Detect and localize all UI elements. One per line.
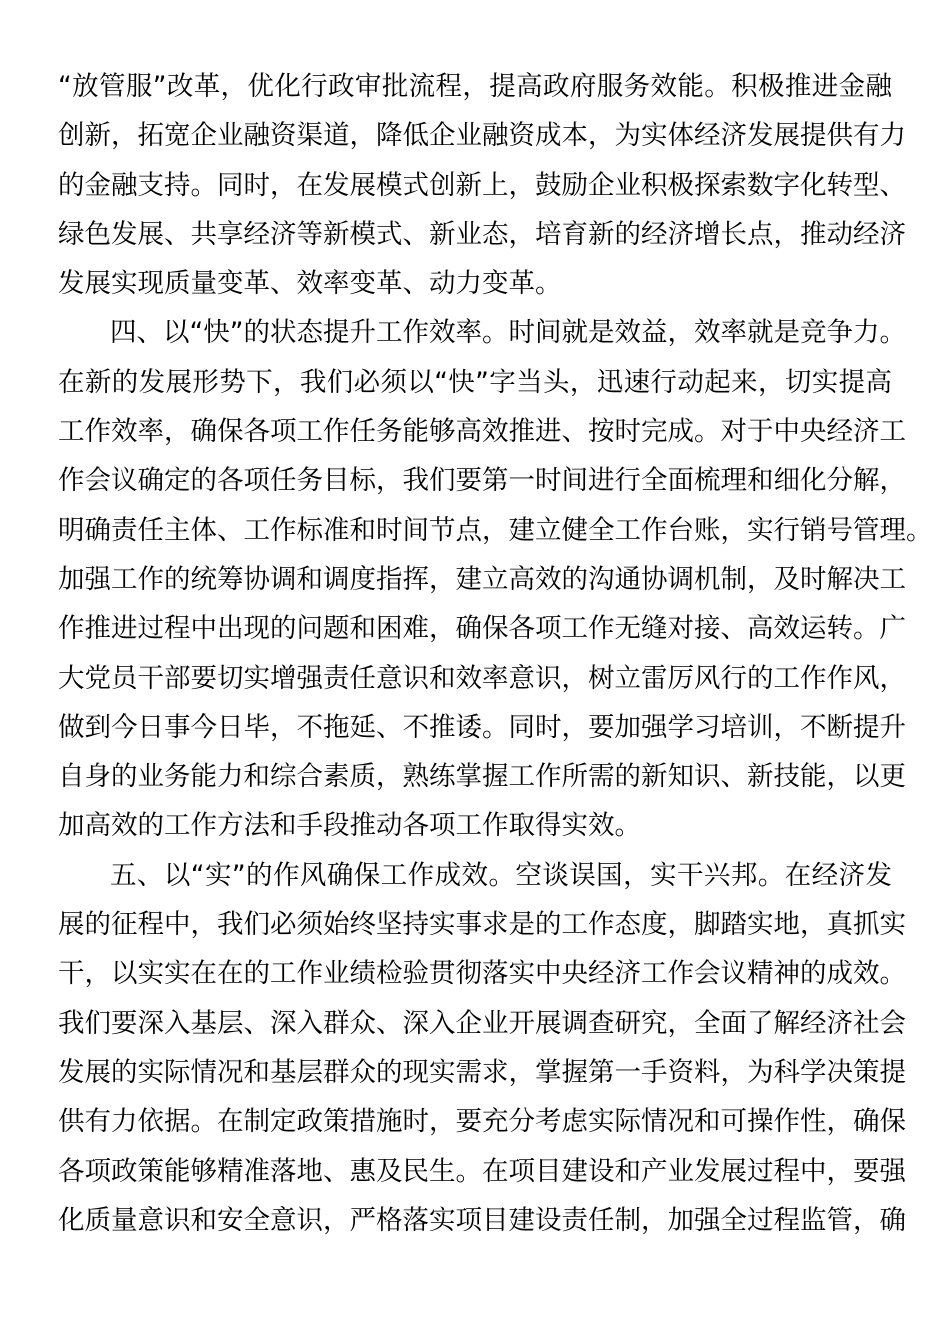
text-line: 各项政策能够精准落地、惠及民生。在项目建设和产业发展过程中，要强 xyxy=(58,1155,906,1187)
text-line: 作会议确定的各项任务目标，我们要第一时间进行全面梳理和细化分解， xyxy=(58,465,906,497)
section-heading-line: 五、以“实”的作风确保工作成效。空谈误国，实干兴邦。在经济发 xyxy=(110,859,892,891)
text-line: 我们要深入基层、深入群众、深入企业开展调查研究，全面了解经济社会 xyxy=(58,1007,906,1039)
section-heading-line: 四、以“快”的状态提升工作效率。时间就是效益，效率就是竞争力。 xyxy=(110,317,906,349)
text-line: 创新，拓宽企业融资渠道，降低企业融资成本，为实体经济发展提供有力 xyxy=(58,120,906,152)
text-line: 明确责任主体、工作标准和时间节点，建立健全工作台账，实行销号管理。 xyxy=(58,514,933,546)
text-line: 加强工作的统筹协调和调度指挥，建立高效的沟通协调机制，及时解决工 xyxy=(58,563,906,595)
text-line: 供有力依据。在制定政策措施时，要充分考虑实际情况和可操作性，确保 xyxy=(58,1106,906,1138)
text-line: 绿色发展、共享经济等新模式、新业态，培育新的经济增长点，推动经济 xyxy=(58,218,906,250)
text-line: 展的征程中，我们必须始终坚持实事求是的工作态度，脚踏实地，真抓实 xyxy=(58,909,906,941)
text-line: 大党员干部要切实增强责任意识和效率意识，树立雷厉风行的工作作风， xyxy=(58,662,906,694)
body-text xyxy=(58,62,933,1245)
text-line: 工作效率，确保各项工作任务能够高效推进、按时完成。对于中央经济工 xyxy=(58,416,906,448)
text-line: 化质量意识和安全意识，严格落实项目建设责任制，加强全过程监管，确 xyxy=(58,1204,906,1236)
text-line: 做到今日事今日毕，不拖延、不推诿。同时，要加强学习培训，不断提升 xyxy=(58,711,906,743)
text-line: 在新的发展形势下，我们必须以“快”字当头，迅速行动起来，切实提高 xyxy=(58,366,892,398)
text-line: 自身的业务能力和综合素质，熟练掌握工作所需的新知识、新技能，以更 xyxy=(58,761,906,793)
text-line: 作推进过程中出现的问题和困难，确保各项工作无缝对接、高效运转。广 xyxy=(58,613,906,645)
text-line: 发展实现质量变革、效率变革、动力变革。 xyxy=(58,268,562,300)
text-line: 加高效的工作方法和手段推动各项工作取得实效。 xyxy=(58,810,641,842)
text-line: 干，以实实在在的工作业绩检验贯彻落实中央经济工作会议精神的成效。 xyxy=(58,958,906,990)
text-line: “放管服”改革，优化行政审批流程，提高政府服务效能。积极推进金融 xyxy=(58,71,892,102)
text-line: 的金融支持。同时，在发展模式创新上，鼓励企业积极探索数字化转型、 xyxy=(58,169,906,201)
text-line: 发展的实际情况和基层群众的现实需求，掌握第一手资料，为科学决策提 xyxy=(58,1056,906,1088)
